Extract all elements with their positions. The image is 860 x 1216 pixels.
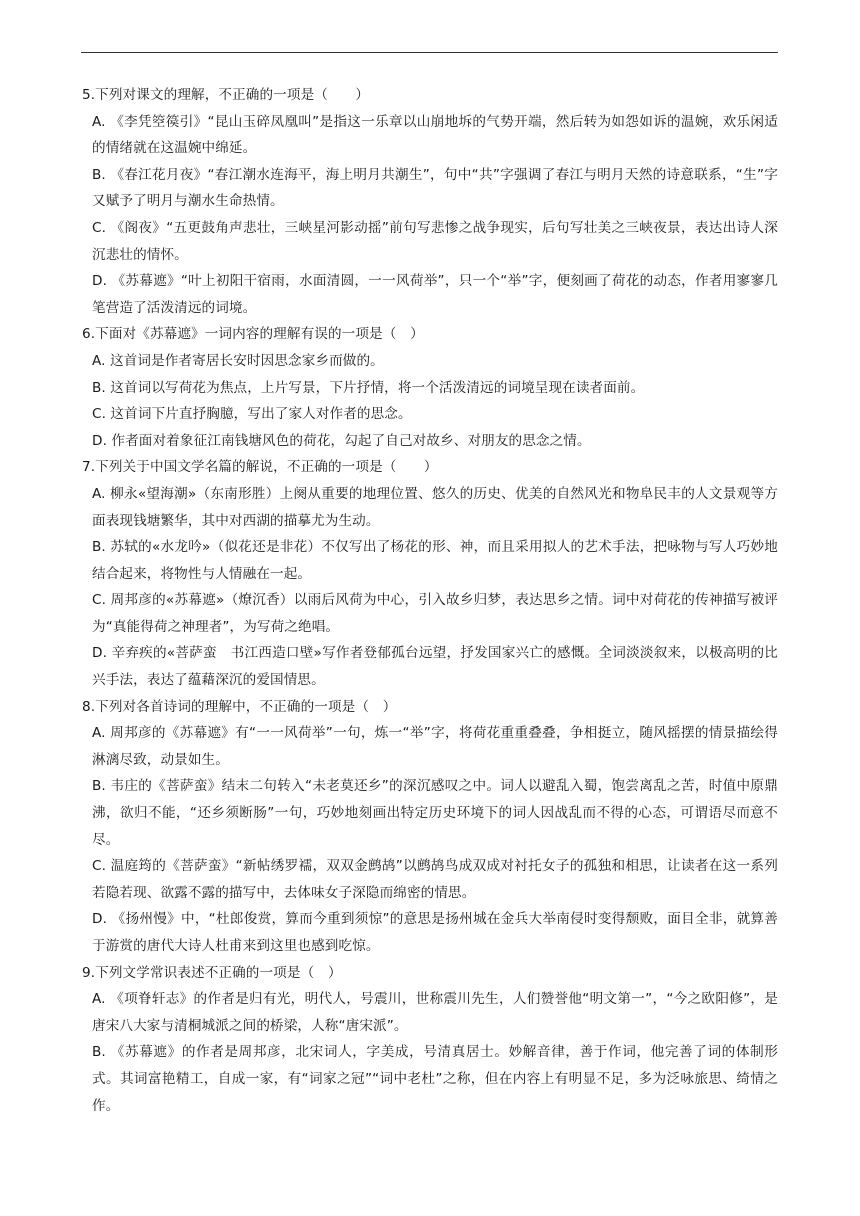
option-a: A. 柳永«望海潮»（东南形胜）上阕从重要的地理位置、悠久的历史、优美的自然风光和物阜民丰的人文景观等方面表现钱塘繁华，其中对西湖的描摹尤为生动。 [92, 485, 778, 529]
option-a: A. 《李凭箜篌引》“昆山玉碎凤凰叫”是指这一乐章以山崩地坼的气势开端，然后转为如怨如诉的温婉，欢乐闲适的情绪就在这温婉中绵延。 [92, 113, 778, 157]
option-c: C. 《阁夜》“五更鼓角声悲壮，三峡星河影动摇”前句写悲惨之战争现实，后句写壮美之三峡夜景，表达出诗人深沉悲壮的情怀。 [92, 219, 778, 263]
question-7 [82, 454, 778, 693]
option-c: C. 温庭筠的《菩萨蛮》“新帖绣罗襦，双双金鹧鸪”以鹧鸪鸟成双成对衬托女子的孤独和相思，让读者在这一系列若隐若现、欲露不露的描写中，去体味女子深隐而绵密的情思。 [92, 858, 778, 901]
option-a: A. 周邦彦的《苏幕遮》有“一一风荷举”一句，炼一“举”字，将荷花重重叠叠，争相挺立，随风摇摆的情景描绘得淋漓尽致，动景如生。 [92, 725, 778, 768]
question-stem: 6.下面对《苏幕遮》一词内容的理解有误的一项是（ ） [82, 326, 424, 343]
option-d: D. 《苏幕遮》“叶上初阳干宿雨，水面清圆，一一风荷举”，只一个“举”字，便刻画了荷花的动态，作者用寥寥几笔营造了活泼清远的词境。 [92, 273, 778, 316]
option-b: B. 《苏幕遮》的作者是周邦彦，北宋词人，字美成，号清真居士。妙解音律，善于作词，他完善了词的体制形式。其词富艳精工，自成一家，有“词家之冠”“词中老杜”之称，但在内容上有明显不足，多为泛咏旅思、绮情之作。 [92, 1044, 778, 1114]
header-divider [81, 52, 778, 53]
question-8 [82, 694, 778, 960]
option-a: A. 这首词是作者寄居长安时因思念家乡而做的。 [92, 352, 384, 369]
option-d: D. 辛弃疾的«菩萨蛮 书江西造口壁»写作者登郁孤台远望，抒发国家兴亡的感慨。全词淡淡叙来，以极高明的比兴手法，表达了蕴藉深沉的爱国情思。 [92, 645, 778, 689]
option-c: C. 周邦彦的«苏幕遮»（燎沉香）以雨后风荷为中心，引入故乡归梦，表达思乡之情。词中对荷花的传神描写被评为“真能得荷之神理者”，为写荷之绝唱。 [92, 592, 778, 635]
question-stem: 9.下列文学常识表述不正确的一项是（ ） [82, 964, 342, 981]
question-5 [82, 82, 778, 321]
question-list [82, 82, 778, 1119]
question-stem: 5.下列对课文的理解，不正确的一项是（ ） [82, 87, 370, 103]
option-b: B. 韦庄的《菩萨蛮》结末二句转入“未老莫还乡”的深沉感叹之中。词人以避乱入蜀，饱尝离乱之苦，时值中原鼎沸，欲归不能，“还乡须断肠”一句，巧妙地刻画出特定历史环境下的词人因战乱而不得的心态，可谓语尽而意不尽。 [92, 778, 778, 848]
option-c: C. 这首词下片直抒胸臆，写出了家人对作者的思念。 [92, 406, 412, 423]
question-9 [82, 960, 778, 1120]
question-6 [82, 321, 778, 454]
option-d: D. 作者面对着象征江南钱塘风色的荷花，勾起了自己对故乡、对朋友的思念之情。 [92, 432, 591, 449]
option-b: B. 《春江花月夜》“春江潮水连海平，海上明月共潮生”，句中“共”字强调了春江与明月天然的诗意联系，“生”字又赋予了明月与潮水生命热情。 [92, 166, 778, 210]
question-stem: 7.下列关于中国文学名篇的解说，不正确的一项是（ ） [82, 459, 438, 476]
option-b: B. 这首词以写荷花为焦点，上片写景，下片抒情，将一个活泼清远的词境呈现在读者面前。 [92, 379, 645, 396]
question-stem: 8.下列对各首诗词的理解中，不正确的一项是（ ） [82, 698, 397, 715]
option-d: D. 《扬州慢》中，“杜郎俊赏，算而今重到须惊”的意思是扬州城在金兵大举南侵时变得颓败，面目全非，就算善于游赏的唐代大诗人杜甫来到这里也感到吃惊。 [92, 911, 778, 954]
option-a: A. 《项脊轩志》的作者是归有光，明代人，号震川，世称震川先生，人们赞誉他“明文第一”，“今之欧阳修”，是唐宋八大家与清桐城派之间的桥梁，人称“唐宋派”。 [92, 991, 778, 1034]
option-b: B. 苏轼的«水龙吟»（似花还是非花）不仅写出了杨花的形、神，而且采用拟人的艺术手法，把咏物与写人巧妙地结合起来，将物性与人情融在一起。 [92, 539, 778, 582]
